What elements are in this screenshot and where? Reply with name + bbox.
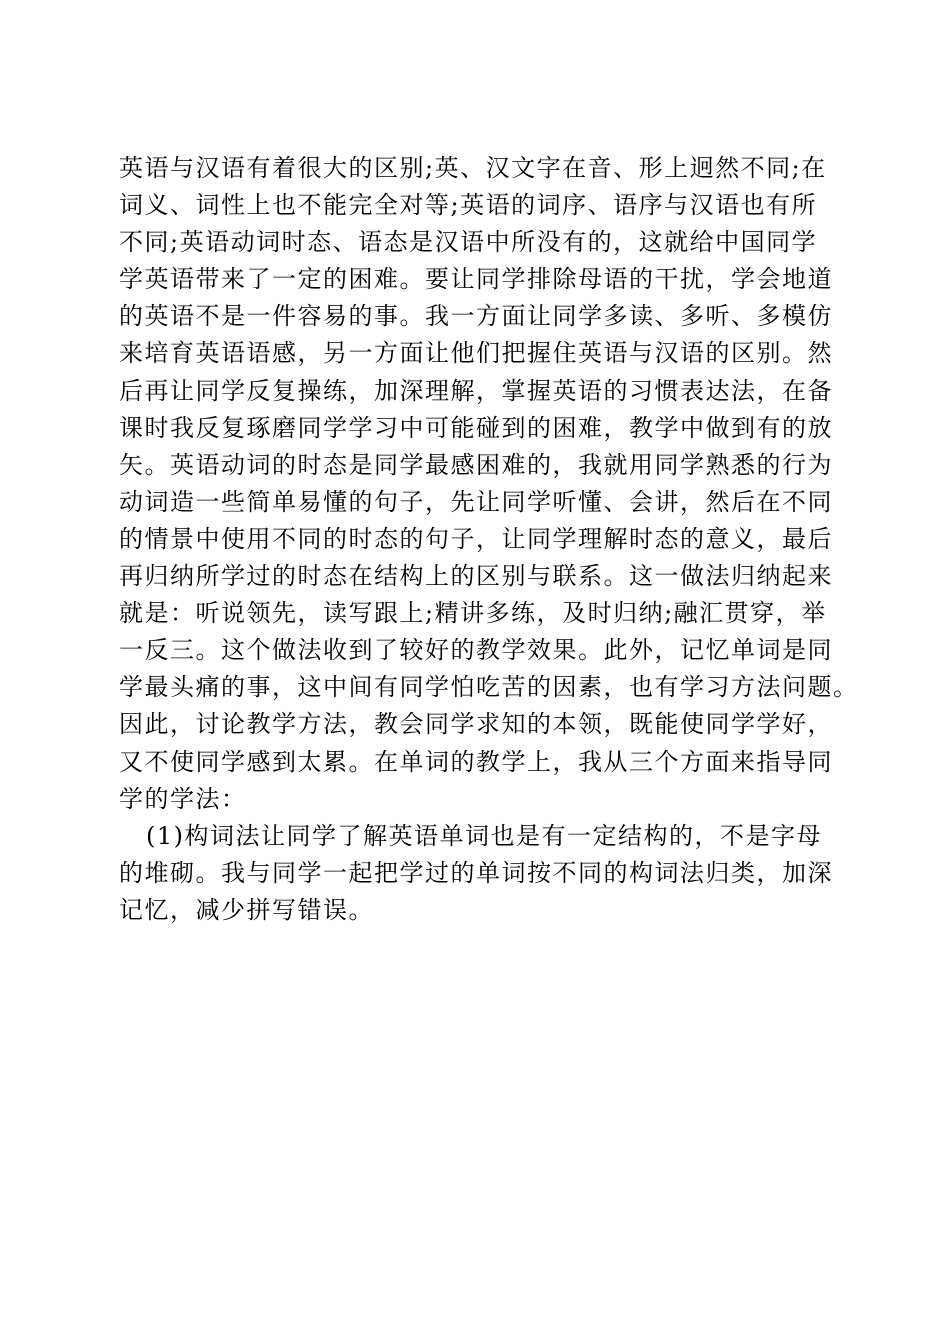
text-line: 动词造一些简单易懂的句子，先让同学听懂、会讲，然后在不同 [119, 487, 833, 516]
text-line: 来培育英语语感，另一方面让他们把握住英语与汉语的区别。然 [119, 339, 833, 368]
text-line: 英语与汉语有着很大的区别;英、汉文字在音、形上迥然不同;在 [119, 154, 827, 182]
text-line: 的堆砌。我与同学一起把学过的单词按不同的构词法归类，加深 [119, 858, 833, 887]
text-line: 不同;英语动词时态、语态是汉语中所没有的，这就给中国同学 [119, 228, 818, 257]
text-line: 学的学法： [119, 784, 247, 813]
text-line: (1)构词法让同学了解英语单词也是有一定结构的，不是字母 [146, 821, 822, 850]
text-line: 又不使同学感到太累。在单词的教学上，我从三个方面来指导同 [119, 747, 833, 776]
text-line: 因此，讨论教学方法，教会同学求知的本领，既能使同学学好， [119, 710, 833, 739]
text-line: 再归纳所学过的时态在结构上的区别与联系。这一做法归纳起来 [119, 562, 833, 591]
text-line: 学最头痛的事，这中间有同学怕吃苦的因素，也有学习方法问题。 [119, 673, 859, 702]
text-line: 矢。英语动词的时态是同学最感困难的，我就用同学熟悉的行为 [119, 450, 833, 479]
text-line: 记忆，减少拼写错误。 [119, 895, 374, 924]
text-line: 词义、词性上也不能完全对等;英语的词序、语序与汉语也有所 [119, 191, 818, 220]
text-line: 学英语带来了一定的困难。要让同学排除母语的干扰，学会地道 [119, 265, 833, 294]
text-line: 的英语不是一件容易的事。我一方面让同学多读、多听、多模仿 [119, 302, 833, 331]
body-text [119, 150, 859, 929]
text-line: 一反三。这个做法收到了较好的教学效果。此外，记忆单词是同 [119, 636, 833, 665]
text-line: 的情景中使用不同的时态的句子，让同学理解时态的意义，最后 [119, 524, 833, 553]
text-line: 后再让同学反复操练，加深理解，掌握英语的习惯表达法，在备 [119, 376, 833, 405]
text-line: 就是：听说领先，读写跟上;精讲多练，及时归纳;融汇贯穿，举 [119, 599, 827, 628]
text-line: 课时我反复琢磨同学学习中可能碰到的困难，教学中做到有的放 [119, 413, 833, 442]
